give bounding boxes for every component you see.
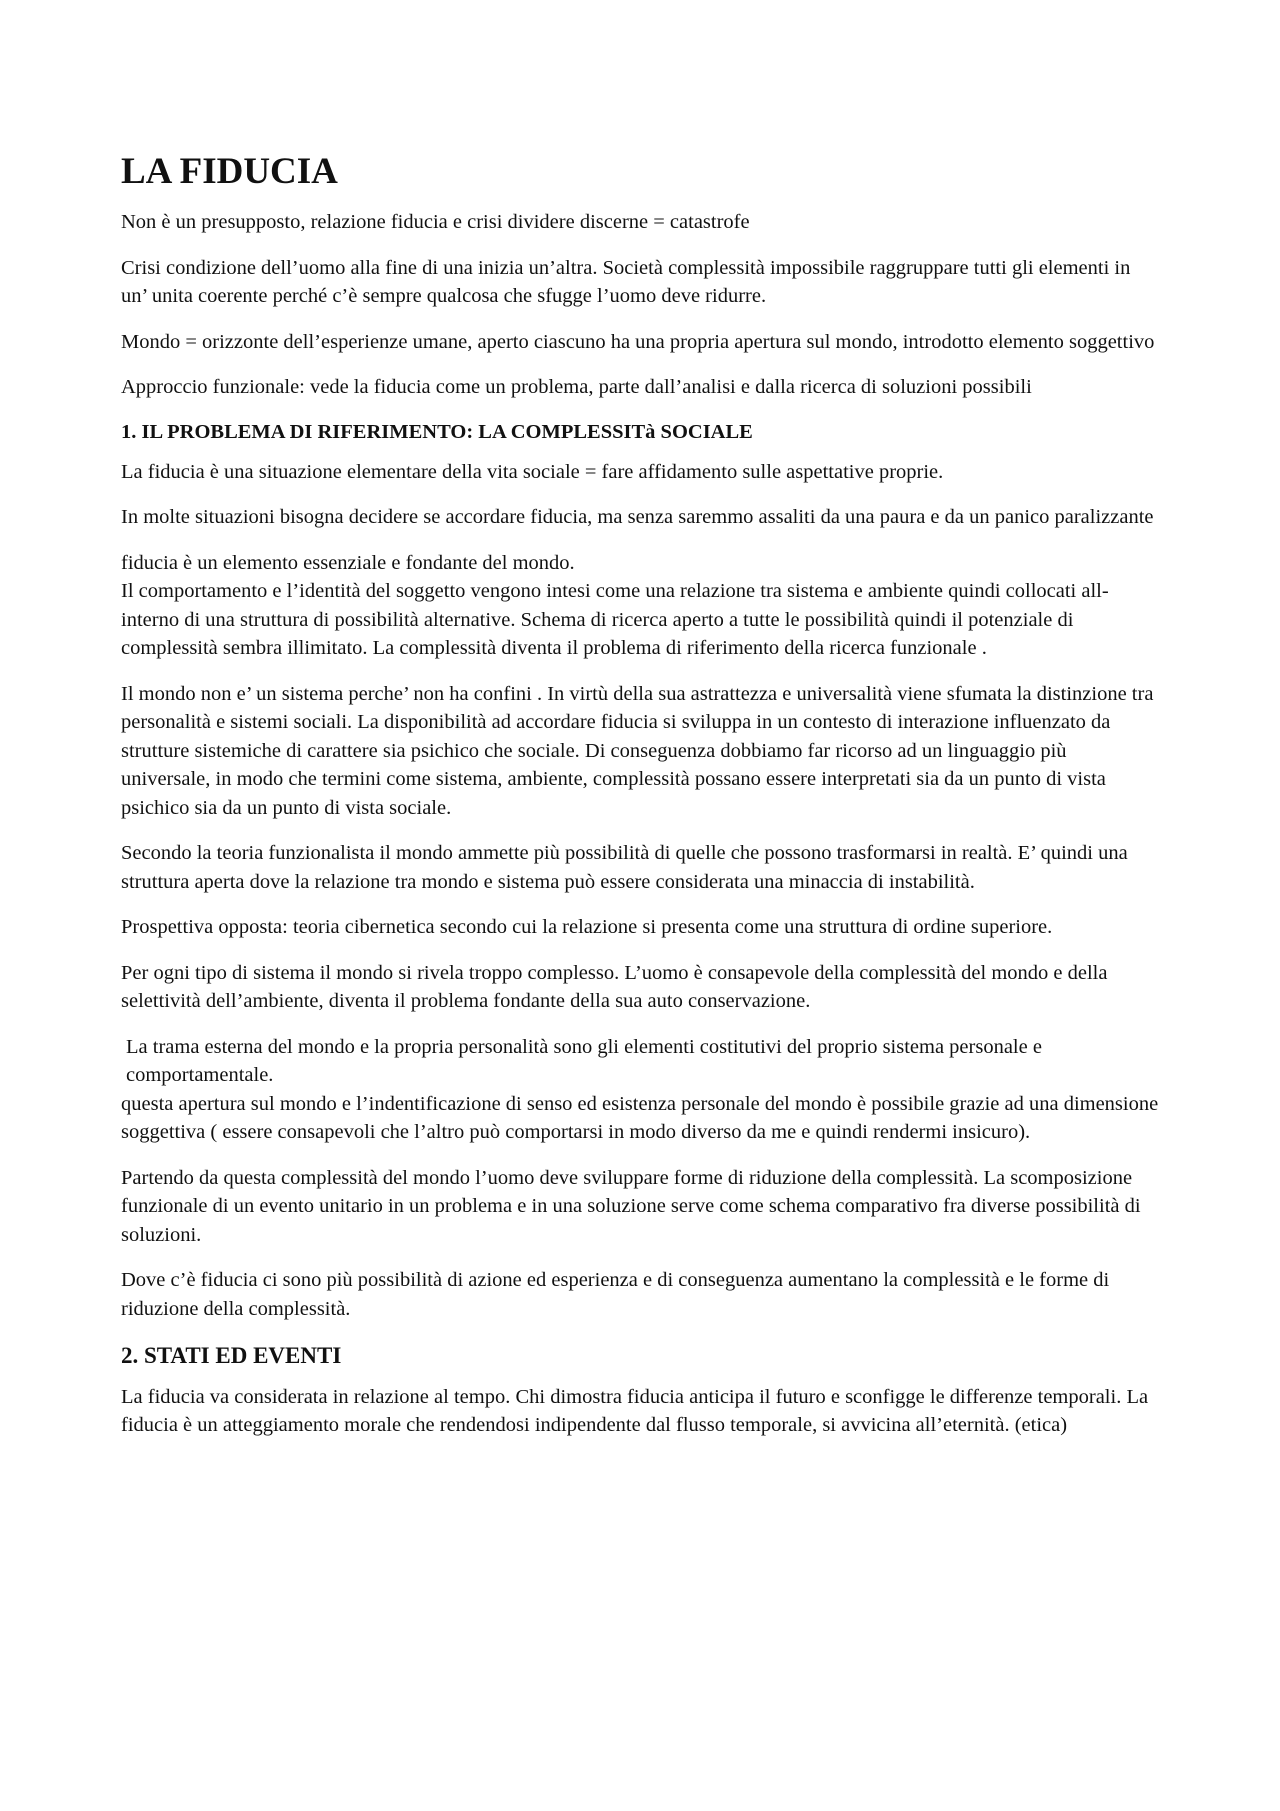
section-heading: 2. STATI ED EVENTI (121, 1343, 342, 1369)
document-title: LA FIDUCIA (121, 151, 338, 192)
body-paragraph: Per ogni tipo di sistema il mondo si rivela troppo complesso. L’uomo è consapevole della complessità del mondo e della selettività dell’ambiente, diventa il problema fondante della sua auto conservazione. (121, 961, 1108, 1013)
body-paragraph: La fiducia è una situazione elementare della vita sociale = fare affidamento sulle aspettative proprie. (121, 460, 944, 483)
body-paragraph: Secondo la teoria funzionalista il mondo ammette più possibilità di quelle che possono trasformarsi in realtà. E’ quindi una struttura aperta dove la relazione tra mondo e sistema può essere considerata una minaccia di instabilità. (121, 842, 1128, 893)
body-paragraph: Il mondo non e’ un sistema perche’ non ha confini . In virtù della sua astrattezza e universalità viene sfumata la distinzione tra personalità e sistemi sociali. La disponibilità ad accordare fiducia si sviluppa in un contesto di interazione influenzato da strutture sistemiche di carattere sia psichico che sociale. Di conseguenza dobbiamo far ricorso ad un linguaggio più universale, in modo che termini come sistema, ambiente, complessità possano essere interpretati sia da un punto di vista psichico sia da un punto di vista sociale. (121, 682, 1154, 819)
body-paragraph: questa apertura sul mondo e l’indentificazione di senso ed esistenza personale del mondo è possibile grazie ad una dimensione soggettiva ( essere consapevoli che l’altro può comportarsi in modo diverso da me e quindi rendermi insicuro). (121, 1092, 1159, 1144)
section-heading: 1. IL PROBLEMA DI RIFERIMENTO: LA COMPLESSITà SOCIALE (121, 420, 753, 443)
intro-paragraph: Non è un presupposto, relazione fiducia e crisi dividere discerne = catastrofe (121, 211, 750, 234)
intro-paragraph: Approccio funzionale: vede la fiducia come un problema, parte dall’analisi e dalla ricerca di soluzioni possibili (121, 376, 1032, 399)
body-paragraph: In molte situazioni bisogna decidere se accordare fiducia, ma senza saremmo assaliti da una paura e da un panico paralizzante (121, 506, 1154, 529)
body-paragraph: La fiducia va considerata in relazione al tempo. Chi dimostra fiducia anticipa il futuro e sconfigge le differenze temporali. La fiducia è un atteggiamento morale che rendendosi indipendente dal flusso temporale, si avvicina all’eternità. (etica) (121, 1385, 1149, 1437)
intro-paragraph: Mondo = orizzonte dell’esperienze umane, aperto ciascuno ha una propria apertura sul mondo, introdotto elemento soggettivo (121, 330, 1155, 353)
intro-paragraph: Crisi condizione dell’uomo alla fine di una inizia un’altra. Società complessità impossibile raggruppare tutti gli elementi in un’ unita coerente perché c’è sempre qualcosa che sfugge l’uomo deve ridurre. (121, 256, 1131, 308)
body-paragraph: Dove c’è fiducia ci sono più possibilità di azione ed esperienza e di conseguenza aumentano la complessità e le forme di riduzione della complessità. (121, 1269, 1110, 1320)
body-paragraph: Prospettiva opposta: teoria cibernetica secondo cui la relazione si presenta come una struttura di ordine superiore. (121, 916, 1053, 939)
body-paragraph: Partendo da questa complessità del mondo l’uomo deve sviluppare forme di riduzione della complessità. La scomposizione funzionale di un evento unitario in un problema e in una soluzione serve come schema comparativo fra diverse possibilità di soluzioni. (121, 1166, 1141, 1246)
body-paragraph: Il comportamento e l’identità del soggetto vengono intesi come una relazione tra sistema e ambiente quindi collocati all-interno di una struttura di possibilità alternative. Schema di ricerca aperto a tutte le possibilità quindi il potenziale di complessità sembra illimitato. La complessità diventa il problema di riferimento della ricerca funzionale . (121, 580, 1109, 660)
body-paragraph: fiducia è un elemento essenziale e fondante del mondo. (121, 551, 575, 574)
document-page (121, 150, 1161, 1457)
body-paragraph: La trama esterna del mondo e la propria personalità sono gli elementi costitutivi del proprio sistema personale e comportamentale. (126, 1035, 1042, 1087)
